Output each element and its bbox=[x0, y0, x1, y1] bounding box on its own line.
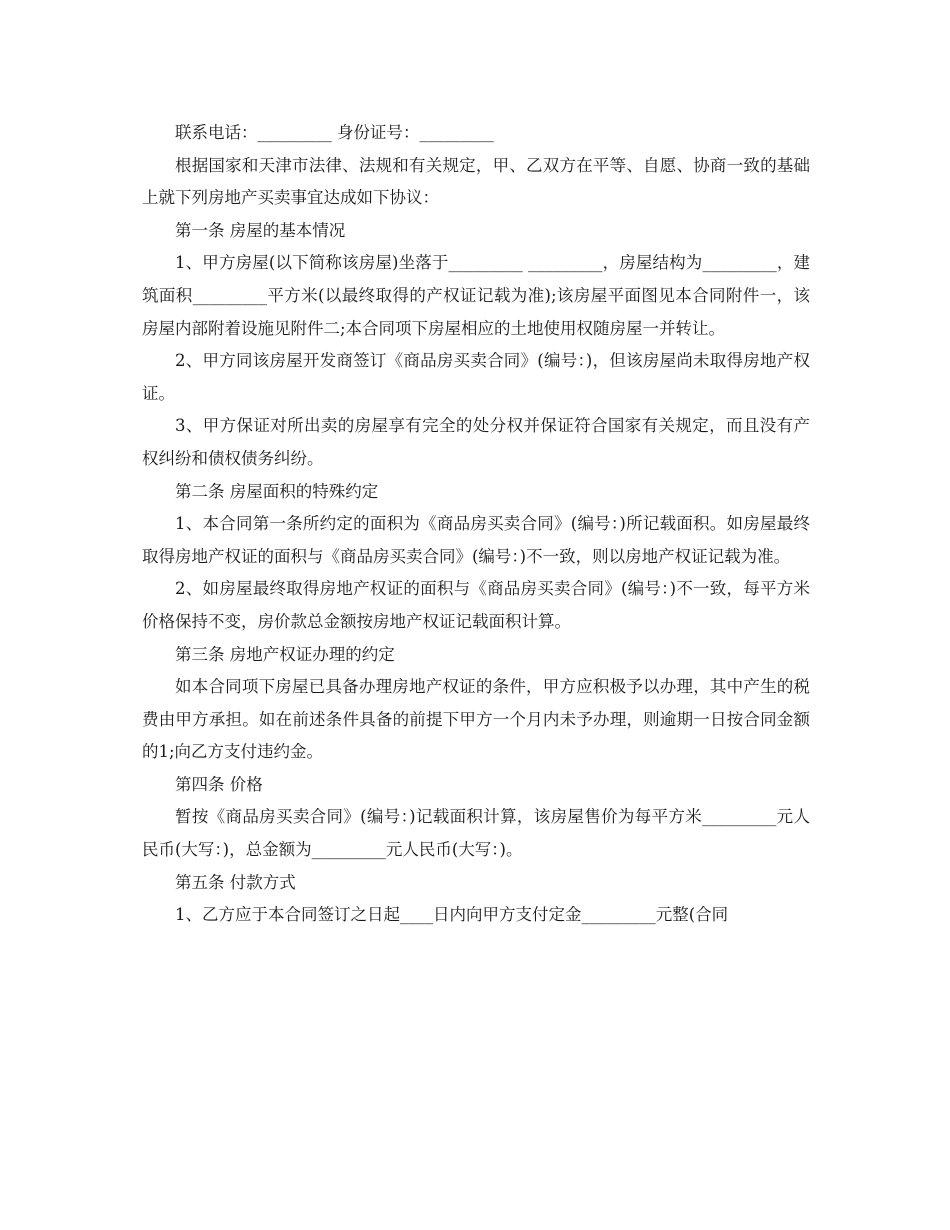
article-2-clause-1: 1、本合同第一条所约定的面积为《商品房买卖合同》(编号：)所记载面积。如房屋最终取得房地产权证的面积与《商品房买卖合同》(编号：)不一致，则以房地产权证记载为准。 bbox=[142, 514, 810, 566]
contract-page bbox=[142, 117, 810, 932]
contact-line: 联系电话：_________ 身份证号：_________ bbox=[175, 123, 494, 142]
article-5-clause-1: 1、乙方应于本合同签订之日起____日内向甲方支付定金_________元整(合同 bbox=[175, 905, 729, 925]
article-1-clause-2: 2、甲方同该房屋开发商签订《商品房买卖合同》(编号：)，但该房屋尚未取得房地产权证。 bbox=[142, 351, 810, 403]
article-3-body: 如本合同项下房屋已具备办理房地产权证的条件，甲方应积极予以办理，其中产生的税费由甲方承担。如在前述条件具备的前提下甲方一个月内未予办理，则逾期一日按合同金额的1;向乙方支付违约金。 bbox=[142, 677, 810, 762]
article-1-clause-1: 1、甲方房屋(以下简称该房屋)坐落于_________ _________，房屋结构为_________，建筑面积_________平方米(以最终取得的产权证记载为准);该房屋平面图见本合同附件一，该房屋内部附着设施见附件二;本合同项下房屋相应的土地使用权随房屋一并转让。 bbox=[142, 253, 810, 338]
article-1-heading: 第一条 房屋的基本情况 bbox=[175, 220, 346, 240]
article-3-heading: 第三条 房地产权证办理的约定 bbox=[175, 644, 395, 664]
article-2-clause-2: 2、如房屋最终取得房地产权证的面积与《商品房买卖合同》(编号：)不一致，每平方米价格保持不变，房价款总金额按房地产权证记载面积计算。 bbox=[142, 579, 810, 631]
preamble-paragraph: 根据国家和天津市法律、法规和有关规定，甲、乙双方在平等、自愿、协商一致的基础上就下列房地产买卖事宜达成如下协议： bbox=[142, 155, 810, 208]
article-4-body: 暂按《商品房买卖合同》(编号：)记载面积计算，该房屋售价为每平方米_________元人民币(大写：)，总金额为_________元人民币(大写：)。 bbox=[142, 807, 810, 860]
article-2-heading: 第二条 房屋面积的特殊约定 bbox=[175, 481, 379, 501]
article-4-heading: 第四条 价格 bbox=[175, 774, 263, 794]
article-1-clause-3: 3、甲方保证对所出卖的房屋享有完全的处分权并保证符合国家有关规定，而且没有产权纠纷和债权债务纠纷。 bbox=[142, 416, 810, 468]
article-5-heading: 第五条 付款方式 bbox=[175, 872, 296, 892]
